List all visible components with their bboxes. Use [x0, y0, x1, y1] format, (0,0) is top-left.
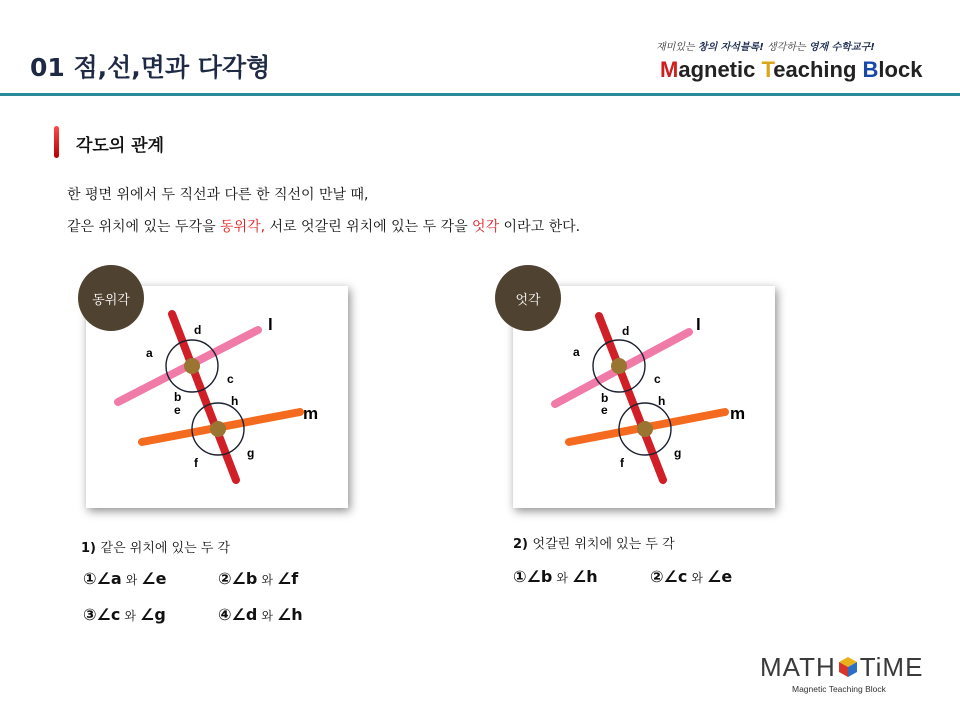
answer-2-2: ②∠c 와 ∠e — [650, 567, 733, 586]
header-divider — [0, 93, 960, 96]
label-b: b — [174, 390, 182, 404]
label-a: a — [573, 345, 580, 359]
brand-logo: Magnetic Teaching Block — [660, 57, 923, 82]
answer-1-1: ①∠a 와 ∠e — [83, 569, 167, 588]
label-f: f — [620, 456, 624, 470]
label-e: e — [174, 403, 181, 417]
label-m: m — [730, 404, 746, 423]
label-e: e — [601, 403, 608, 417]
page-title: 01 점,선,면과 다각형 — [30, 53, 271, 82]
label-m: m — [303, 404, 319, 423]
label-g: g — [674, 446, 682, 460]
badge-corresponding: 동위각 — [78, 265, 144, 331]
description-line-2: 같은 위치에 있는 두각을 동위각, 서로 엇갈린 위치에 있는 두 각을 엇각 이라고 한다. — [67, 219, 581, 235]
description-line-1: 한 평면 위에서 두 직선과 다른 한 직선이 만날 때, — [67, 187, 369, 203]
label-f: f — [194, 456, 198, 470]
cube-icon — [838, 656, 858, 678]
question-1: 1) 같은 위치에 있는 두 각 — [81, 541, 231, 556]
label-l: l — [268, 315, 273, 334]
label-b: b — [601, 391, 609, 405]
label-g: g — [247, 446, 255, 460]
section-marker — [54, 126, 59, 158]
answer-2-1: ①∠b 와 ∠h — [513, 567, 598, 586]
label-a: a — [146, 346, 153, 360]
label-h: h — [231, 394, 239, 408]
answer-1-2: ②∠b 와 ∠f — [218, 569, 299, 588]
section-title: 각도의 관계 — [76, 136, 165, 156]
answer-1-3: ③∠c 와 ∠g — [83, 605, 166, 624]
label-d: d — [622, 324, 630, 338]
mathtime-logo: MATH TiME — [760, 652, 924, 682]
label-l: l — [696, 315, 701, 334]
badge-alternate: 엇각 — [495, 265, 561, 331]
answer-1-4: ④∠d 와 ∠h — [218, 605, 303, 624]
label-c: c — [654, 372, 661, 386]
label-d: d — [194, 323, 202, 337]
question-2: 2) 엇갈린 위치에 있는 두 각 — [513, 537, 675, 552]
label-h: h — [658, 394, 666, 408]
label-c: c — [227, 372, 234, 386]
mathtime-subtitle: Magnetic Teaching Block — [792, 684, 886, 694]
tagline: 재미있는 창의 자석블록! 생각하는 영재 수학교구! — [656, 42, 875, 53]
